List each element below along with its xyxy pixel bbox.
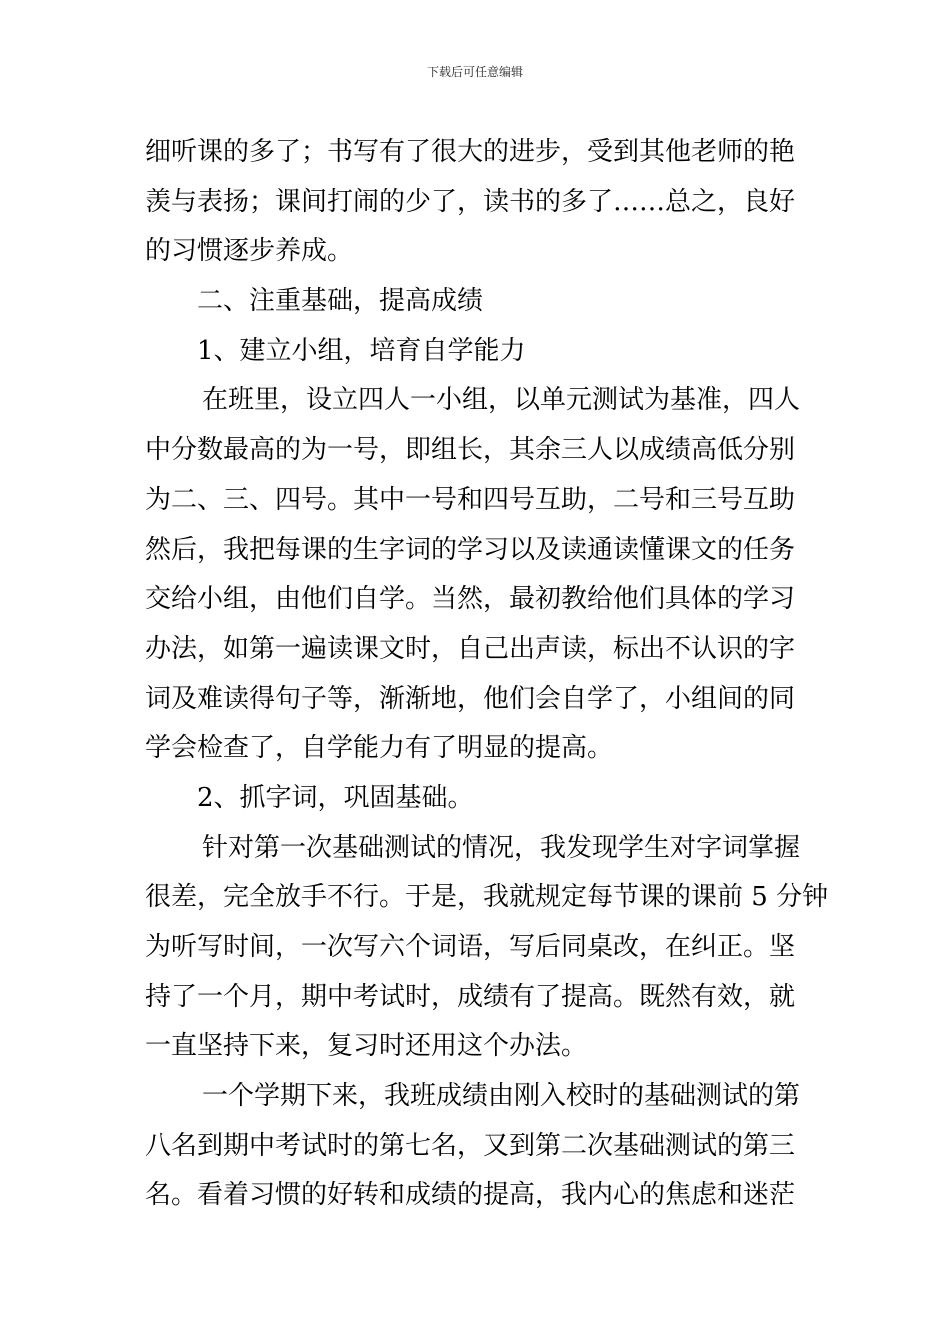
text-line: 细听课的多了；书写有了很大的进步，受到其他老师的艳 <box>145 137 796 167</box>
text-line: 一个学期下来，我班成绩由刚入校时的基础测试的第 <box>202 1081 801 1112</box>
text-line: 在班里，设立四人一小组，以单元测试为基准，四人 <box>202 385 801 416</box>
text-line: 很差，完全放手不行。于是，我就规定每节课的课前 5 分钟 <box>145 882 829 913</box>
text-line: 针对第一次基础测试的情况，我发现学生对字词掌握 <box>202 832 801 863</box>
document-body <box>145 128 829 1221</box>
subsection-heading: 1、建立小组，培育自学能力 <box>197 335 526 366</box>
text-line: 词及难读得句子等，渐渐地，他们会自学了，小组间的同 <box>145 683 796 714</box>
subsection-heading: 2、抓字词，巩固基础。 <box>197 782 474 813</box>
text-line: 一直坚持下来，复习时还用这个办法。 <box>145 1031 588 1062</box>
text-line: 名。看着习惯的好转和成绩的提高，我内心的焦虑和迷茫 <box>145 1180 796 1211</box>
text-line: 交给小组，由他们自学。当然，最初教给他们具体的学习 <box>145 584 796 615</box>
text-line: 办法，如第一遍读课文时，自己出声读，标出不认识的字 <box>145 633 796 664</box>
text-line: 然后，我把每课的生字词的学习以及读通读懂课文的任务 <box>145 534 796 565</box>
section-heading: 二、注重基础，提高成绩 <box>197 286 484 317</box>
text-line: 为二、三、四号。其中一号和四号互助，二号和三号互助 <box>145 484 796 515</box>
text-line: 学会检查了，自学能力有了明显的提高。 <box>145 733 614 764</box>
text-line: 八名到期中考试时的第七名，又到第二次基础测试的第三 <box>145 1130 796 1161</box>
text-line: 为听写时间，一次写六个词语，写后同桌改，在纠正。坚 <box>145 932 796 962</box>
page-header: 下载后可任意编辑 <box>426 65 523 79</box>
text-line: 中分数最高的为一号，即组长，其余三人以成绩高低分别 <box>145 435 796 466</box>
text-line: 的习惯逐步养成。 <box>145 236 354 267</box>
text-line: 持了一个月，期中考试时，成绩有了提高。既然有效，就 <box>145 981 796 1012</box>
text-line: 羡与表扬；课间打闹的少了，读书的多了……总之，良好 <box>145 186 796 217</box>
